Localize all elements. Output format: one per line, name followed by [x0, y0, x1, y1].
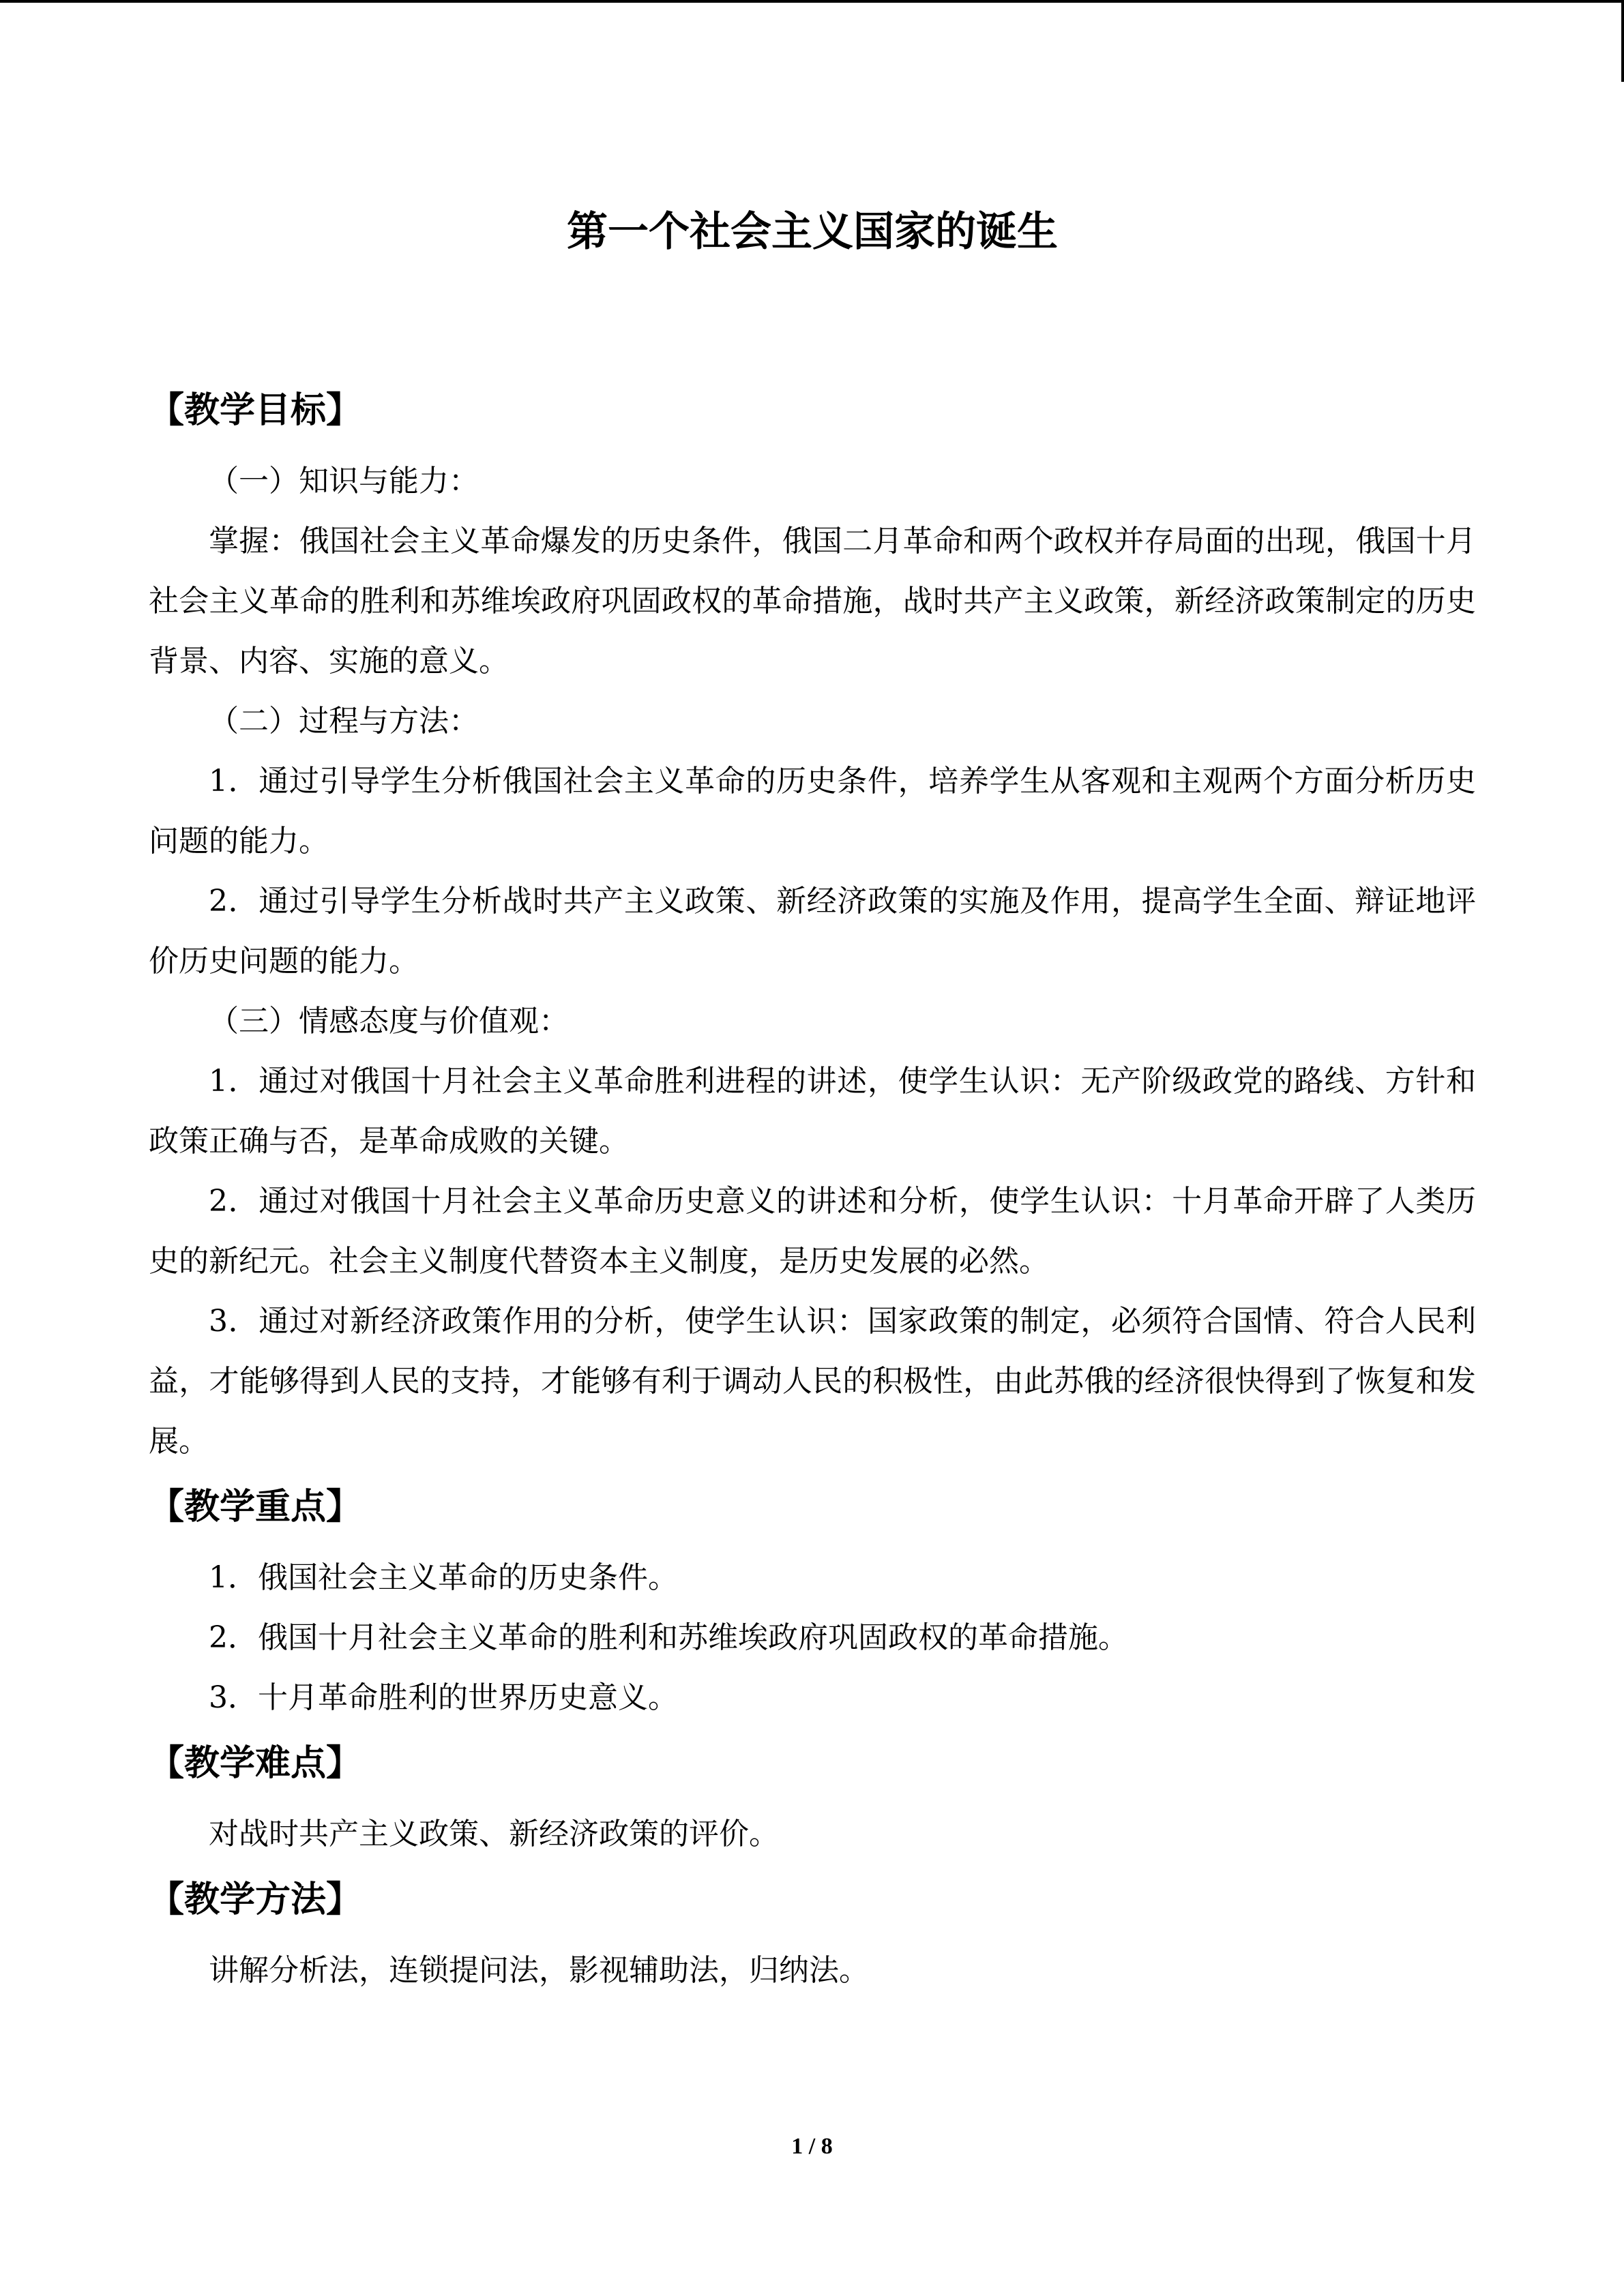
- paragraph-difficulties: 对战时共产主义政策、新经济政策的评价。: [209, 1817, 779, 1851]
- section-heading-difficulties: 【教学难点】: [149, 1743, 362, 1784]
- section-heading-methods: 【教学方法】: [149, 1879, 362, 1920]
- paragraph-process-1: 1．通过引导学生分析俄国社会主义革命的历史条件，培养学生从客观和主观两个方面分析历史问题的能力。: [149, 764, 1476, 859]
- subsection-title-knowledge: （一）知识与能力：: [209, 464, 479, 498]
- subsection-title-emotion: （三）情感态度与价值观：: [209, 1004, 569, 1039]
- paragraph-emotion-3: 3．通过对新经济政策作用的分析，使学生认识：国家政策的制定，必须符合国情、符合人民利益，才能够得到人民的支持，才能够有利于调动人民的积极性，由此苏俄的经济很快得到了恢复和发展。: [149, 1304, 1476, 1459]
- subsection-title-process: （二）过程与方法：: [209, 704, 479, 739]
- paragraph-key-point-2: 2．俄国十月社会主义革命的胜利和苏维埃政府巩固政权的革命措施。: [209, 1620, 1128, 1655]
- section-heading-key-points: 【教学重点】: [149, 1487, 362, 1527]
- document-title: 第一个社会主义国家的诞生: [567, 208, 1058, 256]
- paragraph-emotion-1: 1．通过对俄国十月社会主义革命胜利进程的讲述，使学生认识：无产阶级政党的路线、方针和政策正确与否，是革命成败的关键。: [149, 1064, 1476, 1159]
- paragraph-emotion-2: 2．通过对俄国十月社会主义革命历史意义的讲述和分析，使学生认识：十月革命开辟了人类历史的新纪元。社会主义制度代替资本主义制度，是历史发展的必然。: [149, 1184, 1476, 1279]
- paragraph-process-2: 2．通过引导学生分析战时共产主义政策、新经济政策的实施及作用，提高学生全面、辩证地评价历史问题的能力。: [149, 884, 1476, 979]
- paragraph-knowledge: 掌握：俄国社会主义革命爆发的历史条件，俄国二月革命和两个政权并存局面的出现，俄国十月社会主义革命的胜利和苏维埃政府巩固政权的革命措施，战时共产主义政策，新经济政策制定的历史背景、内容、实施的意义。: [149, 524, 1476, 679]
- paragraph-methods: 讲解分析法，连锁提问法，影视辅助法，归纳法。: [209, 1953, 869, 1988]
- page-number: 1 / 8: [791, 2134, 833, 2159]
- paragraph-key-point-3: 3．十月革命胜利的世界历史意义。: [209, 1680, 678, 1715]
- right-border-line: [1621, 0, 1624, 82]
- document-content: [149, 382, 1476, 2001]
- document-page: [149, 0, 1476, 2296]
- section-heading-objectives: 【教学目标】: [149, 390, 362, 431]
- paragraph-key-point-1: 1．俄国社会主义革命的历史条件。: [209, 1560, 678, 1595]
